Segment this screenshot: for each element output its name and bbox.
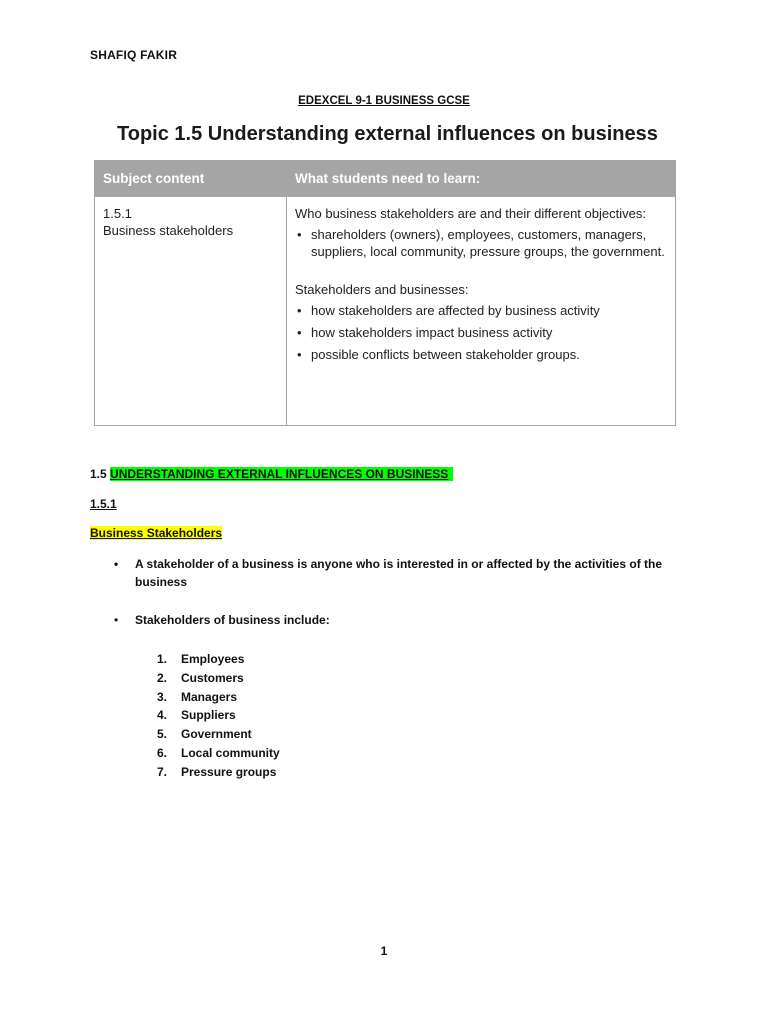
topic-title: Topic 1.5 Understanding external influences on business (117, 123, 658, 145)
list-label: Government (181, 727, 252, 742)
list-number: 4. (157, 708, 168, 723)
list-item (157, 669, 280, 688)
list-label: Suppliers (181, 708, 236, 723)
section2-title: Stakeholders and businesses: (295, 282, 469, 297)
list-number: 2. (157, 670, 168, 685)
list-number: 1. (157, 652, 168, 666)
subsection-number: 1.5.1 (90, 497, 117, 511)
author-name: SHAFIQ FAKIR (90, 48, 178, 62)
list-item: • possible conflicts between stakeholder groups. (311, 346, 667, 363)
section-number: 1.5 (90, 467, 107, 481)
stakeholder-types-list (295, 226, 667, 260)
list-number: 6. (157, 745, 168, 760)
specification-table (94, 160, 676, 426)
page-number: 1 (380, 944, 388, 958)
list-label: Customers (181, 670, 244, 685)
learning-content-cell (287, 197, 676, 426)
learning-intro: Who business stakeholders are and their different objectives: (295, 206, 646, 221)
content-name: Business stakeholders (103, 223, 234, 238)
list-label: Employees (181, 652, 245, 666)
list-item: • how stakeholders are affected by business activity (311, 302, 667, 319)
column-header-subject-content: Subject content (95, 161, 287, 197)
table-header-row (95, 161, 676, 197)
bullet-text: Stakeholders of business include: (135, 613, 330, 627)
stakeholder-business-list (295, 302, 667, 363)
list-item (157, 688, 280, 707)
bullet-dot-icon: • (114, 613, 119, 627)
section-title: UNDERSTANDING EXTERNAL INFLUENCES ON BUSINESS (110, 467, 453, 481)
list-number: 3. (157, 689, 168, 704)
subject-content-cell (95, 197, 287, 426)
list-item (157, 725, 280, 744)
section-heading (90, 467, 453, 481)
bullet-dot-icon: • (114, 557, 119, 571)
column-header-what-students-learn: What students need to learn: (287, 161, 676, 197)
list-label: Managers (181, 689, 238, 704)
list-label: Local community (181, 745, 280, 760)
list-item (157, 706, 280, 725)
bullet-definition (114, 555, 674, 591)
list-label: Pressure groups (181, 764, 277, 779)
notes-bullets (114, 555, 674, 629)
list-item (157, 744, 280, 763)
list-item: • how stakeholders impact business activity (311, 324, 667, 341)
subsection-title: Business Stakeholders (90, 526, 223, 540)
course-title: EDEXCEL 9-1 BUSINESS GCSE (298, 95, 470, 107)
list-item (157, 650, 280, 669)
list-item (157, 763, 280, 782)
bullet-stakeholders-include (114, 611, 674, 629)
stakeholders-list (157, 650, 280, 782)
bullet-text: A stakeholder of a business is anyone who is interested in or affected by the activities of the business (135, 557, 663, 589)
list-number: 5. (157, 727, 168, 742)
content-code: 1.5.1 (103, 206, 132, 221)
table-row (95, 197, 676, 426)
list-number: 7. (157, 764, 168, 779)
list-item: • shareholders (owners), employees, customers, managers, suppliers, local community, pressure groups, the government. (311, 226, 667, 260)
